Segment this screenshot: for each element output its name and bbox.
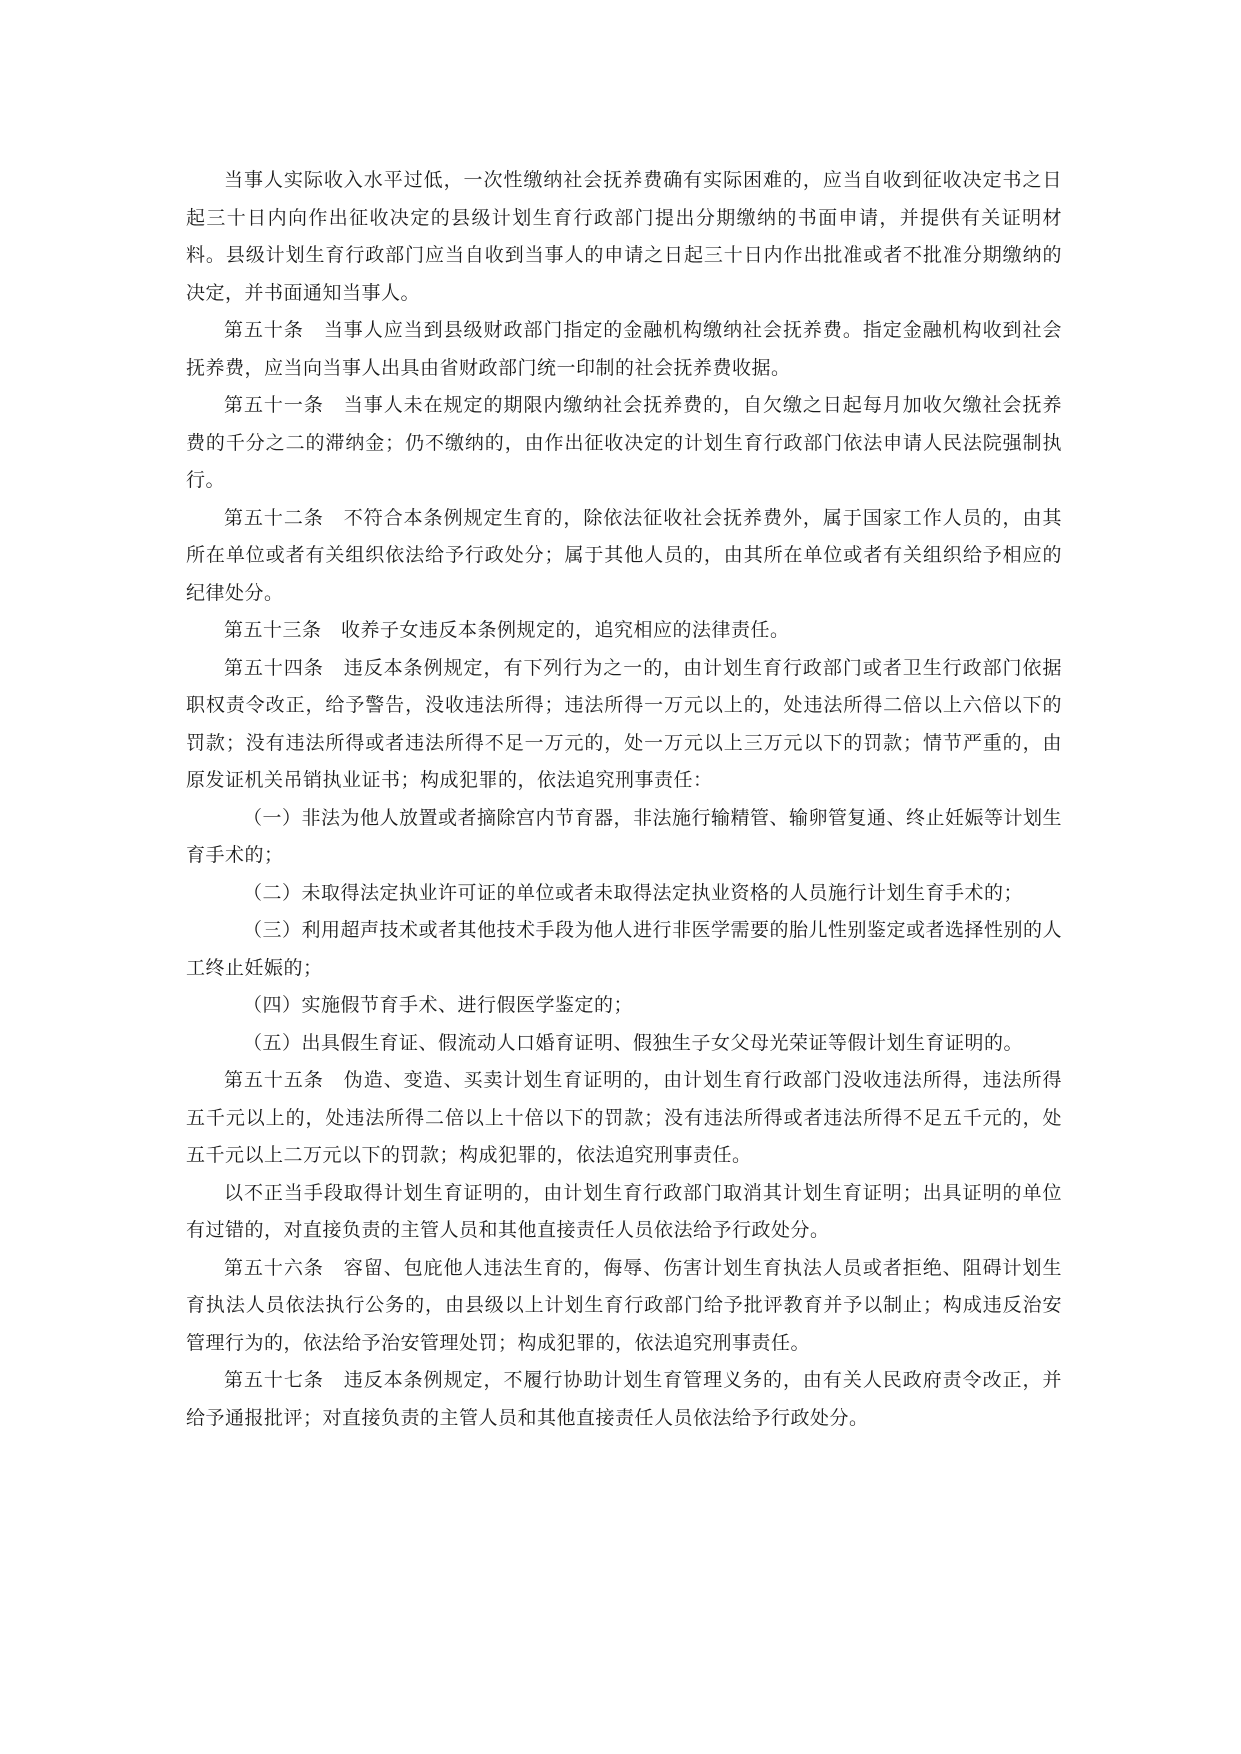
article-54-item-1: （一）非法为他人放置或者摘除宫内节育器，非法施行输精管、输卵管复通、终止妊娠等计划生育手术的； [186,806,1063,866]
article-55-paragraph-2: 以不正当手段取得计划生育证明的，由计划生育行政部门取消其计划生育证明；出具证明的单位有过错的，对直接负责的主管人员和其他直接责任人员依法给予行政处分。 [186,1181,1062,1241]
article-56: 第五十六条 容留、包庇他人违法生育的，侮辱、伤害计划生育执法人员或者拒绝、阻碍计划生育执法人员依法执行公务的，由县级以上计划生育行政部门给予批评教育并予以制止；构成违反治安管理行为的，依法给予治安管理处罚；构成犯罪的，依法追究刑事责任。 [186,1256,1062,1354]
article-55: 第五十五条 伪造、变造、买卖计划生育证明的，由计划生育行政部门没收违法所得，违法所得五千元以上的，处违法所得二倍以上十倍以下的罚款；没有违法所得或者违法所得不足五千元的，处五千元以上二万元以下的罚款；构成犯罪的，依法追究刑事责任。 [186,1069,1062,1166]
article-53: 第五十三条 收养子女违反本条例规定的，追究相应的法律责任。 [224,619,790,641]
paragraph-installment: 当事人实际收入水平过低，一次性缴纳社会抚养费确有实际困难的，应当自收到征收决定书之日起三十日内向作出征收决定的县级计划生育行政部门提出分期缴纳的书面申请，并提供有关证明材料。县级计划生育行政部门应当自收到当事人的申请之日起三十日内作出批准或者不批准分期缴纳的决定，并书面通知当事人。 [186,169,1062,304]
article-54-item-2: （二）未取得法定执业许可证的单位或者未取得法定执业资格的人员施行计划生育手术的； [243,881,1024,904]
article-52: 第五十二条 不符合本条例规定生育的，除依法征收社会抚养费外，属于国家工作人员的，由其所在单位或者有关组织依法给予行政处分；属于其他人员的，由其所在单位或者有关组织给予相应的纪律处分。 [186,506,1062,604]
article-54: 第五十四条 违反本条例规定，有下列行为之一的，由计划生育行政部门或者卫生行政部门依据职权责令改正，给予警告，没收违法所得；违法所得一万元以上的，处违法所得二倍以上六倍以下的罚款；没有违法所得或者违法所得不足一万元的，处一万元以上三万元以下的罚款；情节严重的，由原发证机关吊销执业证书；构成犯罪的，依法追究刑事责任： [186,656,1062,791]
article-54-item-5: （五）出具假生育证、假流动人口婚育证明、假独生子女父母光荣证等假计划生育证明的。 [243,1031,1024,1054]
article-50: 第五十条 当事人应当到县级财政部门指定的金融机构缴纳社会抚养费。指定金融机构收到社会抚养费，应当向当事人出具由省财政部门统一印制的社会抚养费收据。 [186,319,1062,379]
document-body [186,162,1062,1437]
article-51: 第五十一条 当事人未在规定的期限内缴纳社会抚养费的，自欠缴之日起每月加收欠缴社会抚养费的千分之二的滞纳金；仍不缴纳的，由作出征收决定的计划生育行政部门依法申请人民法院强制执行。 [186,394,1062,491]
article-54-item-3: （三）利用超声技术或者其他技术手段为他人进行非医学需要的胎儿性别鉴定或者选择性别的人工终止妊娠的； [186,919,1063,979]
article-54-item-4: （四）实施假节育手术、进行假医学鉴定的； [243,994,634,1016]
article-57: 第五十七条 违反本条例规定，不履行协助计划生育管理义务的，由有关人民政府责令改正，并给予通报批评；对直接负责的主管人员和其他直接责任人员依法给予行政处分。 [186,1369,1062,1429]
